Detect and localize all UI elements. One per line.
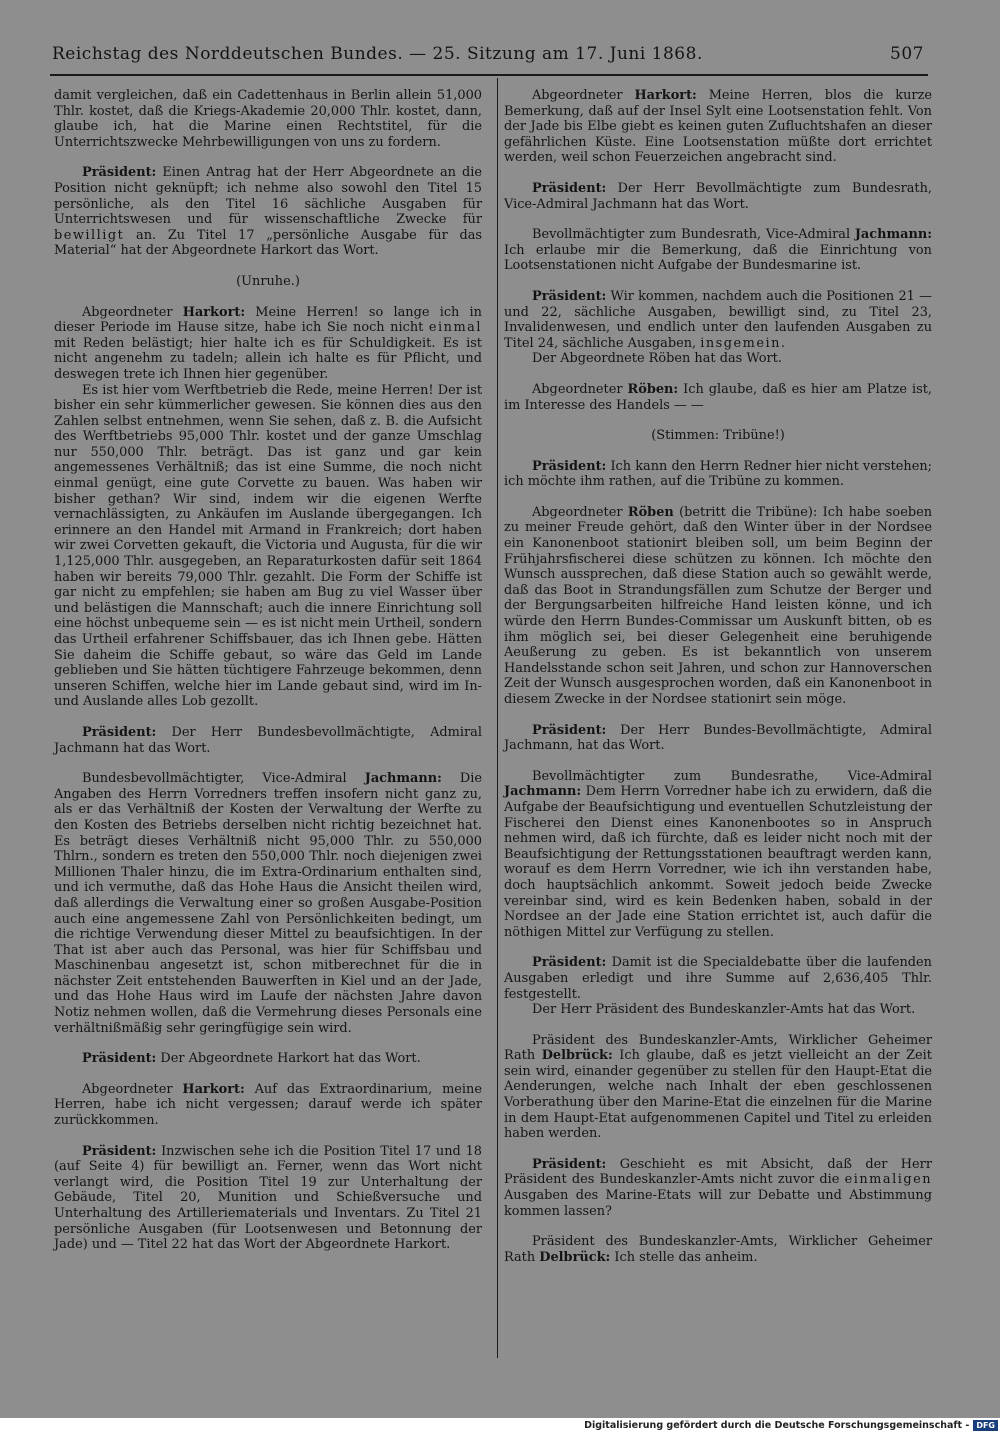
speaker-name: Harkort: xyxy=(182,304,246,320)
footer xyxy=(0,1418,1000,1432)
footer-credit: Digitalisierung gefördert durch die Deutsche Forschungsgemeinschaft - xyxy=(584,1419,970,1431)
speaker-name: Röben xyxy=(627,504,674,520)
paragraph: Präsident des Bundeskanzler-Amts, Wirklicher Geheimer Rath Delbrück: Ich glaube, daß es jetzt vielleicht an der Zeit sein wird, einander gegenüber zu stellen für den Haupt-Etat die Aenderungen, welche nach Inhalt der eben geschlossenen Vorberathung über den Marine-Etat die einzelnen für die Marine in dem Haupt-Etat aufgenommenen Capitel und Titel zu erleiden haben werden. xyxy=(504,1032,932,1142)
speaker-name: Präsident: xyxy=(532,288,607,304)
stage-direction: (Unruhe.) xyxy=(236,273,300,289)
paragraph: Präsident: Der Herr Bundes-Bevollmächtigte, Admiral Jachmann, hat das Wort. xyxy=(504,722,932,754)
header-rule xyxy=(50,74,928,76)
paragraph: Präsident: Inzwischen sehe ich die Position Titel 17 und 18 (auf Seite 4) für bewilligt an. Ferner, wenn das Wort nicht verlangt wird, die Position Titel 19 zur Unterhaltung der Gebäude, Titel 20, Munition und Schießversuche und Unterhaltung des Artilleriematerials und Inventars. Zu Titel 21 persönliche Ausgaben (für Lootsenwesen und Betonnung der Jade) und — Titel 22 hat das Wort der Abgeordnete Harkort. xyxy=(54,1143,482,1253)
speaker-name: Harkort: xyxy=(634,88,697,103)
stage-direction: (Stimmen: Tribüne!) xyxy=(651,428,785,444)
right-column xyxy=(504,88,932,1265)
paragraph: Bevollmächtigter zum Bundesrathe, Vice-Admiral Jachmann: Dem Herrn Vorredner habe ich zu erwidern, daß die Aufgabe der Beaufsichtigung und eventuellen Schutzleistung der Fischerei den Dienst eines Kanonenbootes so in Anspruch nehmen wird, daß ich fürchte, daß es leider nicht noch mit der Beaufsichtigung der Rettungsstationen beauftragt werden kann, worauf es dem Herrn Vorredner, wie ich ihn verstanden habe, doch hauptsächlich ankommt. Soweit jedoch beide Zwecke vereinbar sind, wird es kein Bedenken haben, sobald in der Nordsee an der Jade eine Station errichtet ist, auch dafür die nöthigen Mittel zur Verfügung zu stellen. xyxy=(504,768,932,940)
paragraph: damit vergleichen, daß ein Cadettenhaus in Berlin allein 51,000 Thlr. kostet, daß die Kriegs-Akademie 20,000 Thlr. kostet, dann, glaube ich, hat die Marine einen Rechtstitel, für die Unterrichtszwecke Mehrbewilligungen von uns zu fordern. xyxy=(54,88,482,150)
paragraph: Präsident: Einen Antrag hat der Herr Abgeordnete an die Position nicht geknüpft; ich nehme also sowohl den Titel 15 persönliche, als den Titel 16 sächliche Ausgaben für Unterrichtswesen und für wissenschaftliche Zwecke für bewilligt an. Zu Titel 17 „persönliche Ausgabe für das Material“ hat der Abgeordnete Harkort das Wort. xyxy=(54,165,482,259)
speaker-name: Präsident: xyxy=(82,724,157,740)
paragraph: Präsident: Der Herr Bundesbevollmächtigte, Admiral Jachmann hat das Wort. xyxy=(54,724,482,756)
paragraph: Präsident: Der Abgeordnete Harkort hat das Wort. xyxy=(82,1051,421,1067)
speaker-name: Delbrück: xyxy=(539,1249,611,1265)
paragraph: Bevollmächtigter zum Bundesrath, Vice-Admiral Jachmann: Ich erlaube mir die Bemerkung, daß die Einrichtung von Lootsenstationen nicht Aufgabe der Bundesmarine ist. xyxy=(504,227,932,274)
speaker-name: Präsident: xyxy=(532,180,607,196)
speaker-name: Präsident: xyxy=(532,458,607,474)
paragraph: Präsident: Der Herr Bevollmächtigte zum Bundesrath, Vice-Admiral Jachmann hat das Wort. xyxy=(504,180,932,212)
speaker-name: Jachmann: xyxy=(854,227,932,243)
paragraph: Der Abgeordnete Röben hat das Wort. xyxy=(532,351,782,367)
speaker-name: Harkort: xyxy=(182,1081,245,1097)
running-title: Reichstag des Norddeutschen Bundes. — 25. Sitzung am 17. Juni 1868. xyxy=(52,44,703,64)
paragraph: Der Herr Präsident des Bundeskanzler-Amts hat das Wort. xyxy=(532,1002,916,1018)
paragraph: Abgeordneter Röben (betritt die Tribüne): Ich habe soeben zu meiner Freude gehört, daß den Winter über in der Nordsee ein Kanonenboot stationirt bleiben soll, um beim Beginn der Frühjahrsfischerei diese schützen zu können. Ich möchte den Wunsch aussprechen, daß diese Station auch so gewählt werde, daß das Boot in Strandungsfällen zum Schutze der Berger und der Bergungsarbeiten hilfreiche Hand leisten könne, und ich würde den Herrn Bundes-Commissar um Auskunft bitten, ob es ihm möglich sei, bei dieser Gelegenheit eine beruhigende Aeußerung zu geben. Es ist bekanntlich von unserem Handelsstande schon seit Jahren, und schon zur Hannoverschen Zeit der Wunsch ausgesprochen worden, daß ein Kanonenboot in diesem Zwecke in der Nordsee stationirt sein möge. xyxy=(504,504,932,707)
speaker-name: Präsident: xyxy=(82,1051,157,1067)
speaker-name: Präsident: xyxy=(532,722,607,738)
speaker-name: Röben: xyxy=(627,381,679,397)
paragraph: Präsident: Wir kommen, nachdem auch die Positionen 21 — und 22, sächliche Ausgaben, bewilligt sind, zu Titel 23, Invalidenwesen, und endlich unter den laufenden Ausgaben zu Titel 24, sächliche Ausgaben, insgemein. xyxy=(504,288,932,351)
speaker-name: Präsident: xyxy=(532,1156,607,1172)
paragraph: Präsident des Bundeskanzler-Amts, Wirklicher Geheimer Rath Delbrück: Ich stelle das anheim. xyxy=(504,1234,932,1265)
left-column xyxy=(54,88,482,1253)
page-number: 507 xyxy=(890,44,924,64)
speaker-name: Präsident: xyxy=(82,165,157,181)
paragraph: Abgeordneter Harkort: Meine Herren! so lange ich in dieser Periode im Hause sitze, habe ich Sie noch nicht einmal mit Reden belästigt; hier halte ich es für Schuldigkeit. Es ist nicht angenehm zu tadeln; allein ich halte es für Pflicht, und deswegen trete ich Ihnen hier gegenüber. xyxy=(54,304,482,382)
speaker-name: Präsident: xyxy=(532,955,607,971)
column-divider xyxy=(497,78,498,1358)
speaker-name: Jachmann: xyxy=(364,771,442,787)
running-header xyxy=(52,44,924,72)
paragraph: Abgeordneter Harkort: Meine Herren, blos die kurze Bemerkung, daß auf der Insel Sylt eine Lootsenstation fehlt. Von der Jade bis Elbe giebt es keinen guten Zufluchtshafen an dieser gefährlichen Küste. Eine Lootsenstation müßte dort errichtet werden, weil schon Feuerzeichen angebracht sind. xyxy=(504,88,932,166)
paragraph: Es ist hier vom Werftbetrieb die Rede, meine Herren! Der ist bisher ein sehr kümmerlicher gewesen. Sie können dies aus den Zahlen selbst entnehmen, wenn Sie sehen, daß z. B. die Aufsicht des Werftbetriebs 95,000 Thlr. kostet und der ganze Umschlag nur 550,000 Thlr. beträgt. Das ist ganz und gar kein angemessenes Verhältniß; das ist eine Summe, die noch nicht einmal genügt, eine gute Corvette zu bauen. Was haben wir bisher gethan? Wir sind, indem wir die eigenen Werfte vernachlässigten, zu Ankäufen im Auslande übergegangen. Ich erinnere an den Handel mit Armand in Frankreich; dort haben wir zwei Corvetten gekauft, die Victoria und Augusta, für die wir 1,125,000 Thlr. ausgegeben, an Reparaturkosten dafür seit 1864 haben wir bereits 79,000 Thlr. gezahlt. Die Form der Schiffe ist gar nicht zu empfehlen; sie haben am Bug zu viel Wasser über und belästigen die Mannschaft; auch die innere Einrichtung soll eine höchst unbequeme sein — es ist nicht mein Urtheil, sondern das Urtheil erfahrener Schiffsbauer, das ich Ihnen gebe. Hätten Sie daheim die Schiffe gebaut, so wäre das Geld im Lande geblieben und Sie hätten tüchtigere Fahrzeuge bekommen, denn unseren Schiffen, welche hier im Lande gebaut sind, wird im In- und Auslande alles Lob gezollt. xyxy=(54,382,482,710)
speaker-name: Präsident: xyxy=(82,1143,157,1159)
dfg-logo: DFG xyxy=(973,1420,998,1431)
paragraph: Abgeordneter Röben: Ich glaube, daß es hier am Platze ist, im Interesse des Handels — — xyxy=(504,381,933,413)
paragraph: Abgeordneter Harkort: Auf das Extraordinarium, meine Herren, habe ich nicht vergessen; darauf werde ich später zurückkommen. xyxy=(54,1081,482,1129)
paragraph: Präsident: Ich kann den Herrn Redner hier nicht verstehen; ich möchte ihm rathen, auf die Tribüne zu kommen. xyxy=(504,458,932,490)
paragraph: Präsident: Geschieht es mit Absicht, daß der Herr Präsident des Bundeskanzler-Amts nicht zuvor die einmaligen Ausgaben des Marine-Etats will zur Debatte und Abstimmung kommen lassen? xyxy=(504,1156,932,1219)
speaker-name: Jachmann: xyxy=(504,784,582,800)
paragraph: Präsident: Damit ist die Specialdebatte über die laufenden Ausgaben erledigt und ihre Summe auf 2,636,405 Thlr. festgestellt. xyxy=(504,955,932,1002)
speaker-name: Delbrück: xyxy=(541,1048,613,1064)
paragraph: Bundesbevollmächtigter, Vice-Admiral Jachmann: Die Angaben des Herrn Vorredners treffen insofern nicht ganz zu, als er das Verhältniß der Kosten der Verwaltung der Werfte zu den Kosten des Betriebs derselben nicht richtig bezeichnet hat. Es beträgt dieses Verhältniß nicht 95,000 Thlr. zu 550,000 Thlrn., sondern es treten den 550,000 Thlr. noch diejenigen zwei Millionen Thaler hinzu, die im Extra-Ordinarium enthalten sind, und ich vermuthe, daß das Hohe Haus die Ansicht theilen wird, daß allerdings die Verwaltung einer so großen Ausgabe-Position auch eine angemessene Zahl von Persönlichkeiten bedingt, um die richtige Verwendung dieser Mittel zu beaufsichtigen. In der That ist aber auch das Personal, was hier für Schiffsbau und Maschinenbau angesetzt ist, schon mitberechnet für die in nächster Zeit entstehenden Bauwerften in Kiel und an der Jade, und das Hohe Haus wird im Laufe der nächsten Jahre davon Notiz nehmen wollen, daß die Vermehrung dieses Personals eine verhältnißmäßig sehr geringfügige sein wird. xyxy=(54,771,482,1036)
